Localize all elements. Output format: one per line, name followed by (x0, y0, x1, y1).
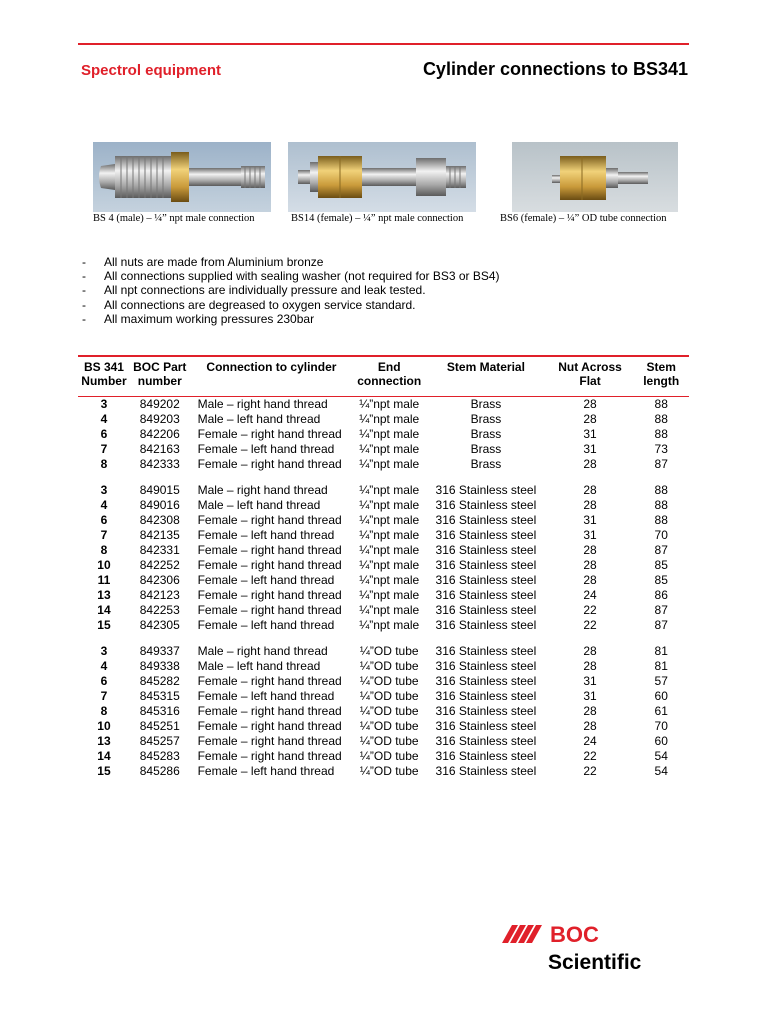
table-cell: 54 (654, 749, 668, 763)
table-cell: 316 Stainless steel (435, 644, 537, 658)
table-cell: 3 (100, 483, 108, 497)
table-cell: 842306 (139, 573, 180, 587)
table-cell: 316 Stainless steel (435, 764, 537, 778)
col-header-bs341: BS 341 Number (81, 360, 127, 388)
table-cell: ¼”npt male (359, 457, 420, 471)
table-cell: ¼”npt male (359, 442, 420, 456)
list-item: - All maximum working pressures 230bar (82, 311, 315, 326)
table-cell: Brass (470, 427, 502, 441)
table-cell: Brass (470, 457, 502, 471)
col-header-part-number: BOC Part number (133, 360, 187, 388)
table-cell: 849337 (139, 644, 180, 658)
table-cell: 88 (654, 483, 668, 497)
table-row (78, 528, 689, 543)
table-cell: Female – left hand thread (197, 764, 335, 778)
table-cell: 7 (100, 442, 108, 456)
table-cell: Female – right hand thread (197, 704, 342, 718)
table-cell: ¼”npt male (359, 588, 420, 602)
table-cell: 22 (583, 749, 597, 763)
table-cell: 8 (100, 704, 108, 718)
table-cell: 316 Stainless steel (435, 513, 537, 527)
table-cell: 316 Stainless steel (435, 704, 537, 718)
table-cell: Female – right hand thread (197, 719, 342, 733)
table-header-row (78, 360, 689, 395)
table-cell: 28 (583, 704, 597, 718)
table-cell: 13 (97, 734, 111, 748)
table-cell: Male – right hand thread (197, 483, 328, 497)
table-cell: 8 (100, 457, 108, 471)
table-cell: Female – right hand thread (197, 674, 342, 688)
table-row (78, 659, 689, 674)
table-cell: ¼”npt male (359, 498, 420, 512)
table-cell: 842163 (139, 442, 180, 456)
table-cell: 28 (583, 457, 597, 471)
group-spacer (78, 633, 689, 644)
group-spacer (78, 472, 689, 483)
table-cell: 845282 (139, 674, 180, 688)
table-cell: ¼”npt male (359, 427, 420, 441)
table-cell: 6 (100, 427, 108, 441)
table-cell: 10 (97, 719, 111, 733)
table-cell: 11 (97, 573, 111, 587)
table-row (78, 734, 689, 749)
table-row (78, 689, 689, 704)
table-cell: 842252 (139, 558, 180, 572)
table-cell: 87 (654, 543, 668, 557)
col-header-stem-length: Stem length (643, 360, 680, 388)
table-cell: ¼”npt male (359, 397, 420, 411)
table-cell: 28 (583, 498, 597, 512)
table-cell: 316 Stainless steel (435, 674, 537, 688)
table-cell: 88 (654, 498, 668, 512)
table-cell: ¼”npt male (359, 603, 420, 617)
table-cell: 31 (583, 513, 597, 527)
table-cell: 849015 (139, 483, 180, 497)
table-cell: 88 (654, 412, 668, 426)
boc-scientific-logo (500, 915, 690, 975)
table-cell: 14 (97, 603, 111, 617)
table-cell: 842253 (139, 603, 180, 617)
table-cell: 3 (100, 644, 108, 658)
table-cell: Brass (470, 397, 502, 411)
table-row (78, 457, 689, 472)
table-cell: 4 (100, 412, 108, 426)
list-item: - All connections supplied with sealing washer (not required for BS3 or BS4) (82, 269, 500, 284)
list-item: - All npt connections are individually pressure and leak tested. (82, 283, 426, 298)
table-cell: 22 (583, 618, 597, 632)
table-cell: 28 (583, 558, 597, 572)
table-cell: 316 Stainless steel (435, 543, 537, 557)
table-row (78, 618, 689, 633)
table-cell: 842333 (139, 457, 180, 471)
table-cell: 28 (583, 397, 597, 411)
table-row (78, 764, 689, 779)
table-cell: 7 (100, 689, 108, 703)
table-cell: 70 (654, 719, 668, 733)
table-cell: 28 (583, 719, 597, 733)
table-row (78, 427, 689, 442)
table-cell: Female – left hand thread (197, 442, 335, 456)
table-row (78, 719, 689, 734)
table-cell: 316 Stainless steel (435, 618, 537, 632)
table-cell: 15 (97, 764, 111, 778)
table-cell: 845286 (139, 764, 180, 778)
col-header-stem-material: Stem Material (446, 360, 525, 374)
table-row (78, 749, 689, 764)
table-cell: 85 (654, 573, 668, 587)
photo-caption-bs4: BS 4 (male) – ¼” npt male connection (93, 213, 255, 224)
header-rule (78, 43, 689, 45)
table-cell: ¼”OD tube (359, 704, 419, 718)
table-cell: ¼”npt male (359, 483, 420, 497)
table-row (78, 558, 689, 573)
table-cell: 28 (583, 659, 597, 673)
table-cell: 22 (583, 764, 597, 778)
table-cell: 28 (583, 543, 597, 557)
table-cell: 842305 (139, 618, 180, 632)
table-cell: 316 Stainless steel (435, 734, 537, 748)
table-cell: Male – left hand thread (197, 498, 321, 512)
table-cell: Brass (470, 442, 502, 456)
table-cell: Female – left hand thread (197, 528, 335, 542)
table-cell: ¼”OD tube (359, 689, 419, 703)
photo-caption-bs6: BS6 (female) – ¼” OD tube connection (500, 213, 667, 224)
table-cell: Female – right hand thread (197, 543, 342, 557)
table-cell: 3 (100, 397, 108, 411)
table-body (78, 395, 689, 779)
logo-scientific-text: Scientific (548, 951, 642, 974)
table-row (78, 644, 689, 659)
logo-boc-text: BOC (550, 922, 599, 947)
photo-caption-bs14: BS14 (female) – ¼” npt male connection (291, 213, 464, 224)
table-top-rule (78, 355, 689, 357)
table-cell: 22 (583, 603, 597, 617)
table-cell: 316 Stainless steel (435, 573, 537, 587)
table-cell: Female – right hand thread (197, 603, 342, 617)
page-title: Cylinder connections to BS341 (422, 59, 688, 79)
table-cell: 14 (97, 749, 111, 763)
table-cell: Female – left hand thread (197, 689, 335, 703)
table-cell: ¼”npt male (359, 528, 420, 542)
table-row (78, 513, 689, 528)
table-row (78, 412, 689, 427)
table-cell: Male – right hand thread (197, 644, 328, 658)
bs6-fitting-photo (512, 142, 678, 212)
table-cell: ¼”OD tube (359, 719, 419, 733)
table-row (78, 498, 689, 513)
table-cell: Female – right hand thread (197, 734, 342, 748)
table-cell: 10 (97, 558, 111, 572)
table-row (78, 588, 689, 603)
table-cell: 845316 (139, 704, 180, 718)
table-cell: 4 (100, 498, 108, 512)
table-cell: 31 (583, 674, 597, 688)
table-cell: 849202 (139, 397, 180, 411)
table-cell: Male – left hand thread (197, 659, 321, 673)
col-header-nut-across-flat: Nut Across Flat (558, 360, 622, 388)
table-cell: 88 (654, 397, 668, 411)
table-cell: 87 (654, 603, 668, 617)
table-cell: Female – right hand thread (197, 513, 342, 527)
table-cell: 60 (654, 734, 668, 748)
table-cell: ¼”npt male (359, 618, 420, 632)
table-row (78, 674, 689, 689)
table-cell: 845283 (139, 749, 180, 763)
table-cell: Female – left hand thread (197, 573, 335, 587)
table-cell: 87 (654, 457, 668, 471)
table-cell: 842135 (139, 528, 180, 542)
table-cell: 849203 (139, 412, 180, 426)
connections-table (78, 360, 689, 779)
boc-stripes-icon (502, 925, 542, 943)
table-cell: ¼”OD tube (359, 764, 419, 778)
table-cell: 87 (654, 618, 668, 632)
table-cell: 849016 (139, 498, 180, 512)
table-cell: 316 Stainless steel (435, 659, 537, 673)
table-cell: 88 (654, 513, 668, 527)
table-cell: 31 (583, 528, 597, 542)
table-cell: 54 (654, 764, 668, 778)
table-cell: 31 (583, 427, 597, 441)
table-cell: 28 (583, 412, 597, 426)
table-cell: ¼”npt male (359, 573, 420, 587)
table-cell: Female – right hand thread (197, 457, 342, 471)
table-cell: 28 (583, 644, 597, 658)
table-row (78, 603, 689, 618)
table-cell: 842331 (139, 543, 180, 557)
table-cell: ¼”OD tube (359, 644, 419, 658)
table-cell: ¼”npt male (359, 558, 420, 572)
table-cell: Brass (470, 412, 502, 426)
table-cell: 73 (654, 442, 668, 456)
table-cell: Female – right hand thread (197, 588, 342, 602)
table-cell: Female – left hand thread (197, 618, 335, 632)
table-cell: 88 (654, 427, 668, 441)
table-cell: ¼”OD tube (359, 749, 419, 763)
table-cell: ¼”npt male (359, 513, 420, 527)
table-cell: 24 (583, 588, 597, 602)
feature-list (82, 255, 500, 326)
table-row (78, 395, 689, 412)
table-cell: 316 Stainless steel (435, 558, 537, 572)
table-cell: ¼”OD tube (359, 674, 419, 688)
brand-heading: Spectrol equipment (81, 62, 222, 79)
table-row (78, 573, 689, 588)
table-cell: 85 (654, 558, 668, 572)
table-row (78, 543, 689, 558)
table-cell: 316 Stainless steel (435, 749, 537, 763)
list-item: - All nuts are made from Aluminium bronze (82, 255, 324, 269)
table-cell: Male – left hand thread (197, 412, 321, 426)
table-cell: 316 Stainless steel (435, 588, 537, 602)
table-cell: 7 (100, 528, 108, 542)
table-cell: 81 (654, 644, 668, 658)
table-cell: Female – right hand thread (197, 558, 342, 572)
table-cell: Female – right hand thread (197, 749, 342, 763)
table-cell: 6 (100, 674, 108, 688)
table-cell: 15 (97, 618, 111, 632)
table-cell: 24 (583, 734, 597, 748)
table-cell: 842123 (139, 588, 180, 602)
table-row (78, 442, 689, 457)
table-cell: 31 (583, 442, 597, 456)
table-cell: 845315 (139, 689, 180, 703)
table-cell: 13 (97, 588, 111, 602)
table-row (78, 483, 689, 498)
table-cell: 845257 (139, 734, 180, 748)
table-cell: 316 Stainless steel (435, 528, 537, 542)
table-cell: 316 Stainless steel (435, 689, 537, 703)
list-item: - All connections are degreased to oxygen service standard. (82, 297, 416, 312)
col-header-connection: Connection to cylinder (206, 360, 337, 374)
table-cell: 57 (654, 674, 668, 688)
table-cell: 31 (583, 689, 597, 703)
table-cell: Male – right hand thread (197, 397, 328, 411)
table-cell: 316 Stainless steel (435, 603, 537, 617)
table-row (78, 704, 689, 719)
table-cell: 60 (654, 689, 668, 703)
col-header-end-connection: End connection (357, 360, 422, 388)
bs4-fitting-photo (93, 142, 271, 212)
table-cell: 28 (583, 483, 597, 497)
table-cell: 849338 (139, 659, 180, 673)
table-cell: 845251 (139, 719, 180, 733)
table-cell: 842206 (139, 427, 180, 441)
table-cell: 86 (654, 588, 668, 602)
table-cell: ¼”npt male (359, 412, 420, 426)
table-cell: 316 Stainless steel (435, 483, 537, 497)
table-cell: Female – right hand thread (197, 427, 342, 441)
table-cell: ¼”npt male (359, 543, 420, 557)
table-cell: 316 Stainless steel (435, 719, 537, 733)
table-cell: 316 Stainless steel (435, 498, 537, 512)
table-cell: 61 (654, 704, 668, 718)
table-cell: 8 (100, 543, 108, 557)
table-cell: 28 (583, 573, 597, 587)
table-cell: 842308 (139, 513, 180, 527)
table-cell: 70 (654, 528, 668, 542)
bs14-fitting-photo (288, 142, 476, 212)
table-cell: 4 (100, 659, 108, 673)
table-cell: 6 (100, 513, 108, 527)
table-cell: 81 (654, 659, 668, 673)
table-cell: ¼”OD tube (359, 659, 419, 673)
table-cell: ¼”OD tube (359, 734, 419, 748)
